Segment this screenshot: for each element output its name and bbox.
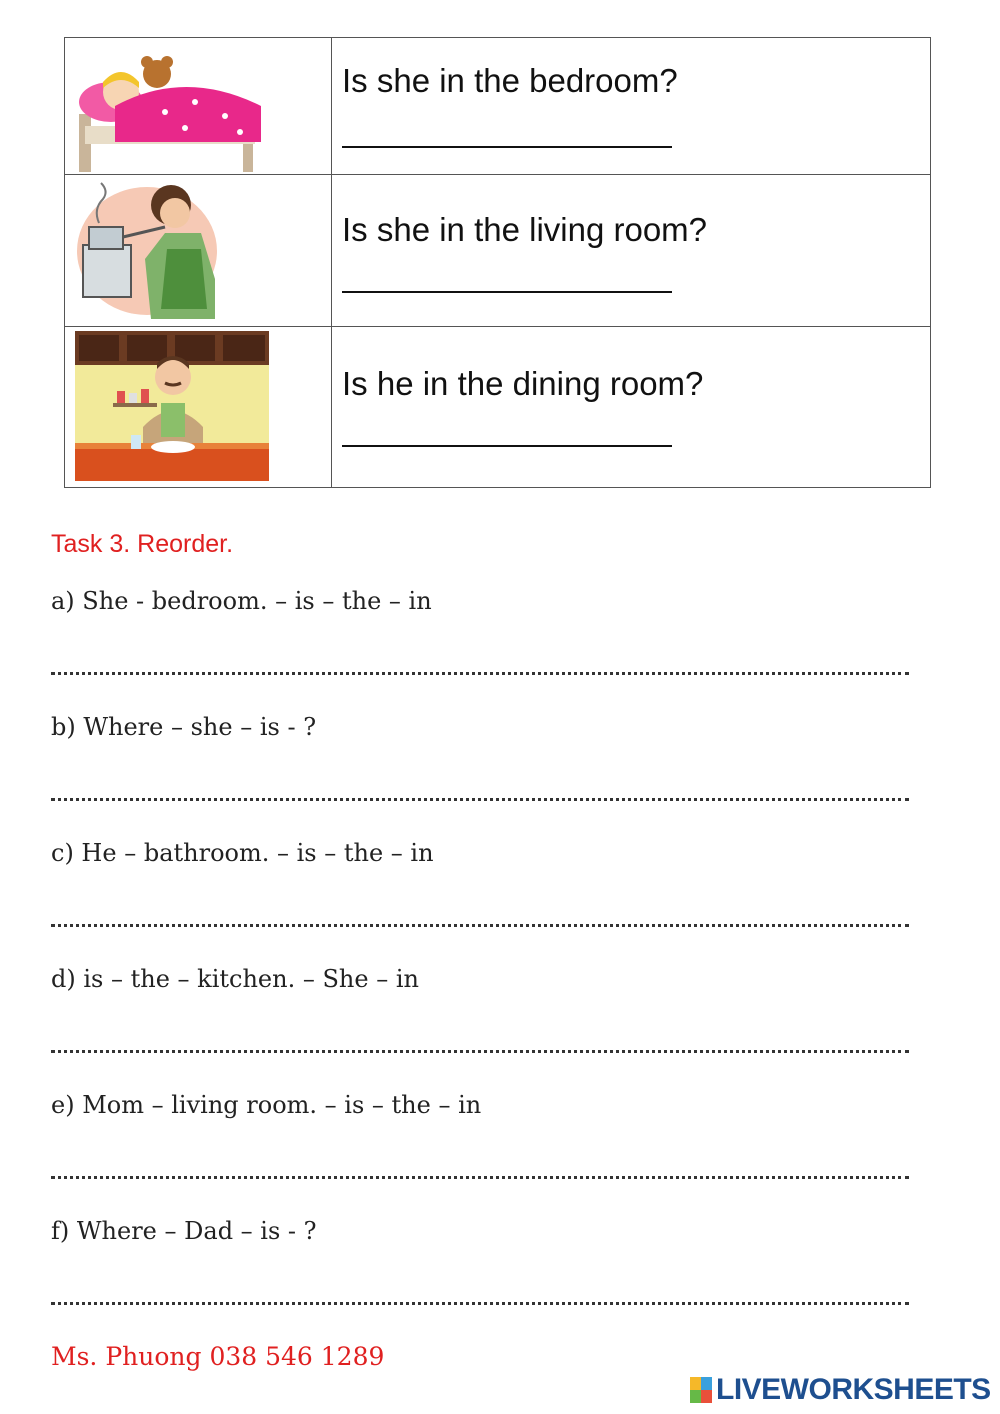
answer-blank[interactable] xyxy=(342,291,672,293)
picture-cell xyxy=(65,327,332,488)
question-row xyxy=(65,175,931,327)
answer-dotted-line[interactable] xyxy=(51,1050,909,1053)
task-title: Task 3. Reorder. xyxy=(51,530,234,558)
question-table xyxy=(64,37,931,488)
reorder-item: b) Where – she – is - ? xyxy=(51,713,317,741)
brand-name: LIVEWORKSHEETS xyxy=(716,1373,991,1406)
picture-cell xyxy=(65,38,332,175)
answer-dotted-line[interactable] xyxy=(51,924,909,927)
reorder-item: f) Where – Dad – is - ? xyxy=(51,1217,317,1245)
question-cell xyxy=(332,175,931,327)
answer-blank[interactable] xyxy=(342,146,672,148)
man-eating-at-table-image xyxy=(75,331,269,481)
reorder-item: e) Mom – living room. – is – the – in xyxy=(51,1091,482,1119)
question-cell xyxy=(332,327,931,488)
question-row xyxy=(65,327,931,488)
answer-blank[interactable] xyxy=(342,445,672,447)
reorder-item: c) He – bathroom. – is – the – in xyxy=(51,839,434,867)
question-row xyxy=(65,38,931,175)
liveworksheets-logo xyxy=(690,1373,991,1407)
question-text: Is she in the living room? xyxy=(342,211,708,248)
question-cell xyxy=(332,38,931,175)
teacher-contact: Ms. Phuong 038 546 1289 xyxy=(51,1342,385,1371)
question-text: Is he in the dining room? xyxy=(342,365,704,402)
reorder-item: a) She - bedroom. – is – the – in xyxy=(51,587,432,615)
answer-dotted-line[interactable] xyxy=(51,1302,909,1305)
answer-dotted-line[interactable] xyxy=(51,1176,909,1179)
woman-cooking-at-stove-image xyxy=(75,179,225,319)
picture-cell xyxy=(65,175,332,327)
question-text: Is she in the bedroom? xyxy=(342,62,678,99)
girl-sleeping-in-bed-image xyxy=(75,42,261,172)
liveworksheets-mark-icon xyxy=(690,1377,712,1403)
answer-dotted-line[interactable] xyxy=(51,672,909,675)
reorder-item: d) is – the – kitchen. – She – in xyxy=(51,965,419,993)
answer-dotted-line[interactable] xyxy=(51,798,909,801)
